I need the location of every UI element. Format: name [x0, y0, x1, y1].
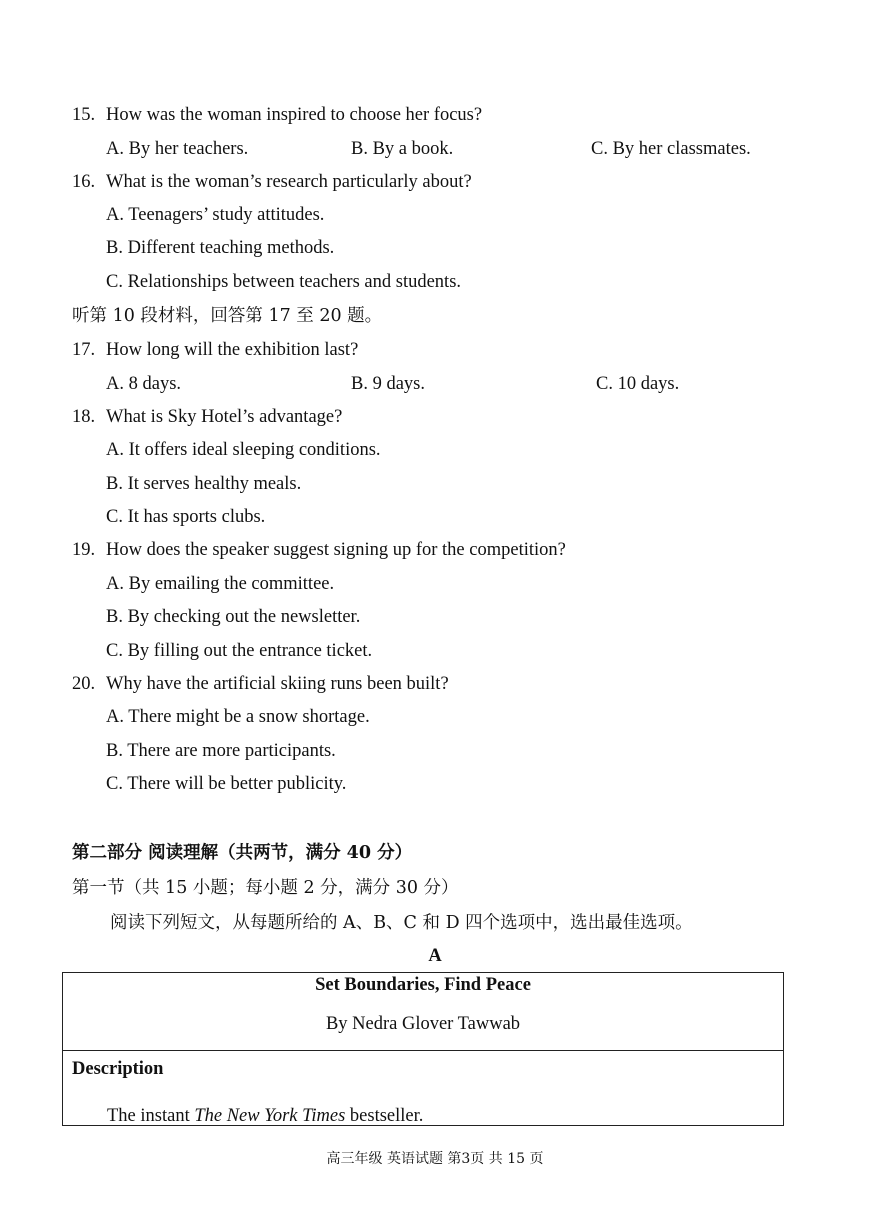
table-divider	[63, 1050, 783, 1051]
book-info-table	[62, 972, 784, 1126]
option-c: C. By filling out the entrance ticket.	[106, 641, 373, 661]
option-a: A. By emailing the committee.	[106, 574, 335, 594]
option-a: A. It offers ideal sleeping conditions.	[106, 440, 381, 460]
question-text: What is Sky Hotel’s advantage?	[106, 407, 343, 427]
option-b: B. By checking out the newsletter.	[106, 607, 361, 627]
description-label: Description	[72, 1059, 164, 1079]
question-text: How long will the exhibition last?	[106, 340, 359, 360]
option-a: A. There might be a snow shortage.	[106, 707, 370, 727]
option-b: B. By a book.	[351, 139, 454, 159]
option-a: A. Teenagers’ study attitudes.	[106, 205, 325, 225]
option-c: C. 10 days.	[596, 374, 680, 394]
description-text	[107, 1105, 423, 1127]
option-b: B. It serves healthy meals.	[106, 474, 302, 494]
question-number: 17.	[72, 340, 96, 360]
passage-label: A	[428, 946, 442, 966]
option-a: A. By her teachers.	[106, 139, 249, 159]
desc-suffix: bestseller.	[345, 1106, 424, 1126]
option-c: C. It has sports clubs.	[106, 507, 266, 527]
book-title: Set Boundaries, Find Peace	[315, 975, 531, 995]
question-text: How does the speaker suggest signing up for the competition?	[106, 540, 566, 560]
question-text: How was the woman inspired to choose her focus?	[106, 105, 483, 125]
reading-instruction: 阅读下列短文，从每题所给的 A、B、C 和 D 四个选项中，选出最佳选项。	[110, 913, 693, 933]
option-b: B. 9 days.	[351, 374, 425, 394]
option-c: C. Relationships between teachers and students.	[106, 272, 462, 292]
question-number: 16.	[72, 172, 96, 192]
question-number: 15.	[72, 105, 96, 125]
section-instruction: 听第 10 段材料，回答第 17 至 20 题。	[72, 306, 383, 326]
question-number: 19.	[72, 540, 96, 560]
option-a: A. 8 days.	[106, 374, 182, 394]
option-c: C. By her classmates.	[591, 139, 751, 159]
newspaper-title: The New York Times	[194, 1106, 346, 1126]
option-b: B. Different teaching methods.	[106, 238, 335, 258]
section-heading: 第一节（共 15 小题；每小题 2 分，满分 30 分）	[72, 878, 459, 898]
question-text: Why have the artificial skiing runs been built?	[106, 674, 449, 694]
option-c: C. There will be better publicity.	[106, 774, 347, 794]
part-heading: 第二部分 阅读理解（共两节，满分 40 分）	[72, 843, 413, 863]
option-b: B. There are more participants.	[106, 741, 336, 761]
book-author: By Nedra Glover Tawwab	[325, 1014, 521, 1034]
question-text: What is the woman’s research particularly about?	[106, 172, 472, 192]
question-number: 20.	[72, 674, 96, 694]
desc-prefix: The instant	[107, 1106, 195, 1126]
question-number: 18.	[72, 407, 96, 427]
page-footer: 高三年级 英语试题 第3页 共 15 页	[326, 1151, 544, 1167]
